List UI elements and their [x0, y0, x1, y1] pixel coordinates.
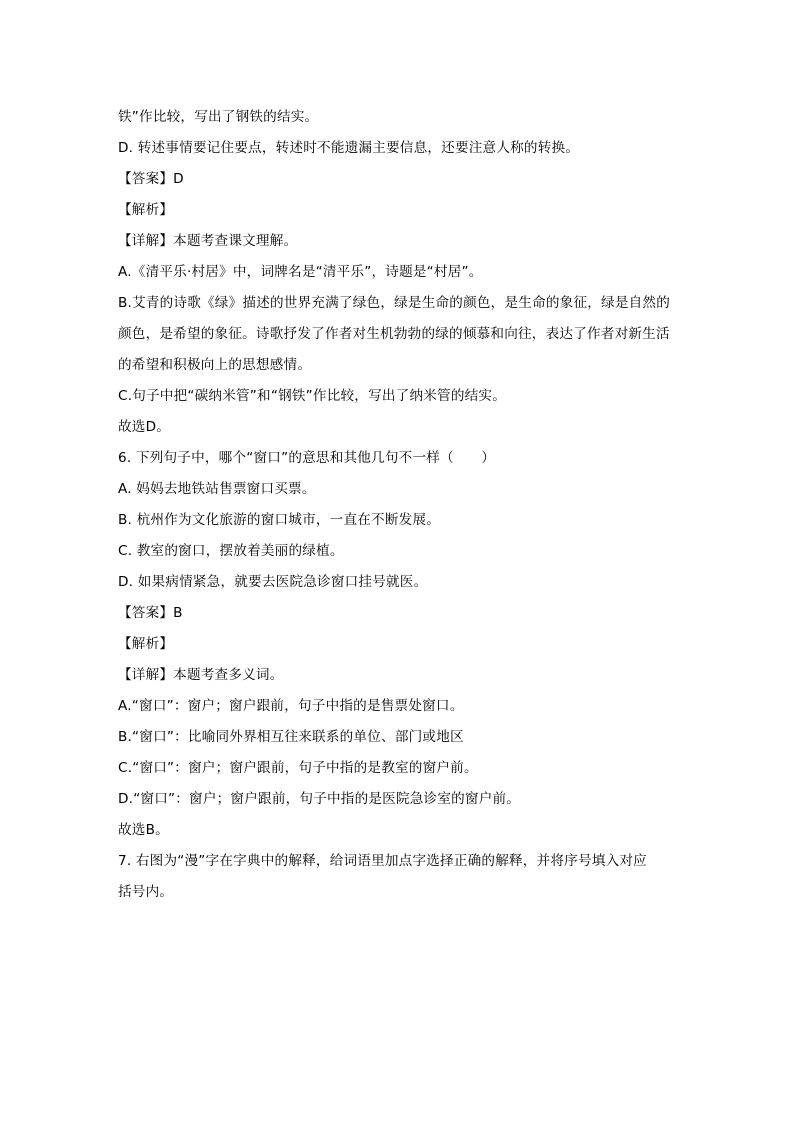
- detail-b-q6: B.“窗口”：比喻同外界相互往来联系的单位、部门或地区: [118, 729, 464, 745]
- answer-label-q5: 【答案】D: [118, 171, 184, 187]
- conclusion-q6: 故选B。: [118, 822, 169, 838]
- question-6-option-b: B. 杭州作为文化旅游的窗口城市，一直在不断发展。: [118, 512, 441, 528]
- analysis-label-q6: 【解析】: [118, 636, 174, 652]
- question-6-stem: 6. 下列句子中，哪个“窗口”的意思和其他几句不一样（ ）: [118, 450, 496, 466]
- option-d-prev-question: D. 转述事情要记住要点，转述时不能遗漏主要信息，还要注意人称的转换。: [118, 140, 580, 156]
- question-6-option-d: D. 如果病情紧急，就要去医院急诊窗口挂号就医。: [118, 574, 428, 590]
- question-7-stem-line2: 括号内。: [118, 884, 174, 900]
- detail-c-q6: C.“窗口”：窗户；窗户跟前，句子中指的是教室的窗户前。: [118, 760, 478, 776]
- detail-b-q5-line3: 的希望和积极向上的思想感情。: [118, 357, 312, 373]
- detail-b-q5-line2: 颜色，是希望的象征。诗歌抒发了作者对生机勃勃的绿的倾慕和向往，表达了作者对新生活: [118, 326, 670, 342]
- detail-b-q5-line1: B.艾青的诗歌《绿》描述的世界充满了绿色，绿是生命的颜色，是生命的象征，绿是自然的: [118, 295, 670, 311]
- analysis-label-q5: 【解析】: [118, 202, 174, 218]
- conclusion-q5: 故选D。: [118, 419, 171, 435]
- question-7-stem-line1: 7. 右图为“漫”字在字典中的解释，给词语里加点字选择正确的解释，并将序号填入对应: [118, 853, 647, 869]
- detail-label-q6: 【详解】本题考查多义词。: [118, 667, 284, 683]
- question-6-option-a: A. 妈妈去地铁站售票窗口买票。: [118, 481, 316, 497]
- answer-label-q6: 【答案】B: [118, 605, 183, 621]
- text-line-prev-explanation: 铁”作比较，写出了钢铁的结实。: [118, 109, 319, 125]
- page-content: [118, 102, 678, 908]
- detail-a-q5: A.《清平乐·村居》中，词牌名是“清平乐”，诗题是“村居”。: [118, 264, 483, 280]
- question-6-option-c: C. 教室的窗口，摆放着美丽的绿植。: [118, 543, 344, 559]
- detail-label-q5: 【详解】本题考查课文理解。: [118, 233, 298, 249]
- detail-c-q5: C.句子中把“碳纳米管”和“钢铁”作比较，写出了纳米管的结实。: [118, 388, 507, 404]
- detail-a-q6: A.“窗口”：窗户；窗户跟前，句子中指的是售票处窗口。: [118, 698, 464, 714]
- detail-d-q6: D.“窗口”：窗户；窗户跟前，句子中指的是医院急诊室的窗户前。: [118, 791, 521, 807]
